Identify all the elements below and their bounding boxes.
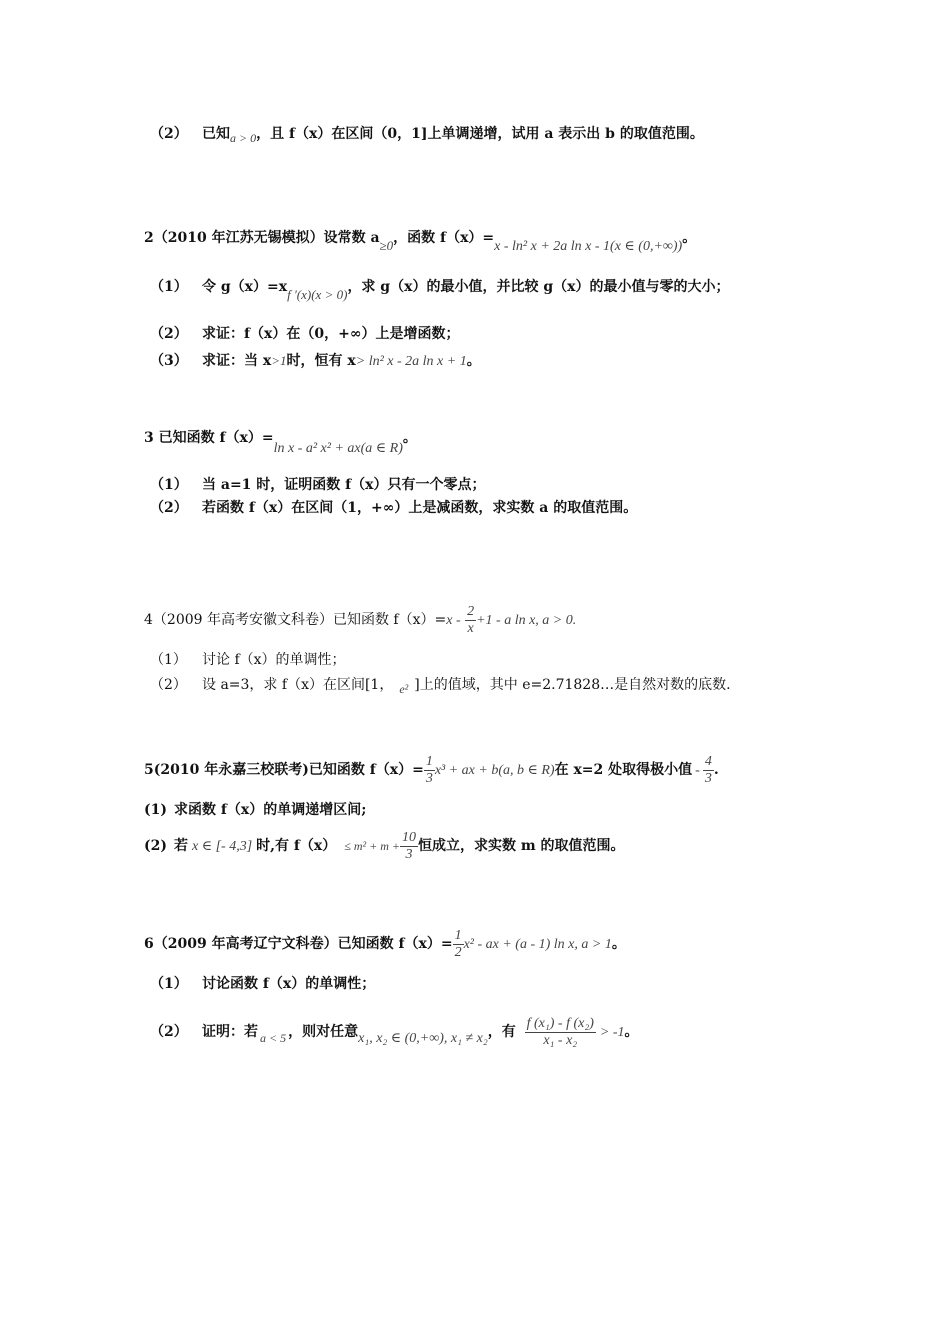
text: 求函数 f（x）的单调递增区间; bbox=[174, 802, 367, 818]
formula: +1 - a ln x, a > 0. bbox=[476, 613, 577, 628]
denominator: 2 bbox=[454, 944, 462, 960]
text: 时，恒有 x bbox=[286, 353, 356, 369]
part-number: （2） bbox=[150, 126, 188, 142]
numerator: 1 bbox=[425, 753, 433, 769]
q2-part2 bbox=[150, 324, 460, 344]
q1-part2 bbox=[150, 124, 704, 144]
formula: a > 0 bbox=[230, 131, 257, 145]
text: 设 a=3，求 f（x）在区间[1， bbox=[202, 677, 394, 693]
text: 已知 bbox=[202, 126, 230, 142]
text: ，函数 f（x）= bbox=[393, 230, 495, 246]
q4-part2 bbox=[150, 675, 731, 695]
denominator: x bbox=[467, 620, 474, 636]
text: ，且 f（x）在区间（0，1]上单调递增，试用 a 表示出 b 的取值范围。 bbox=[256, 126, 704, 142]
q6-part1 bbox=[150, 974, 375, 994]
text: ，有 bbox=[487, 1024, 516, 1040]
formula: - bbox=[695, 763, 700, 778]
text: ]上的值域，其中 e=2.71828…是自然对数的底数. bbox=[414, 677, 731, 693]
text: . bbox=[713, 762, 719, 778]
q2-part3 bbox=[150, 351, 481, 372]
fraction bbox=[453, 928, 464, 961]
part-number: （2） bbox=[150, 500, 188, 516]
numerator: 10 bbox=[401, 829, 416, 845]
q3-part2 bbox=[150, 498, 637, 518]
text: 2（2010 年江苏无锡模拟）设常数 a bbox=[144, 230, 380, 246]
denominator: 3 bbox=[425, 770, 433, 786]
text: 恒成立，求实数 m 的取值范围。 bbox=[417, 838, 625, 854]
numerator: 4 bbox=[704, 753, 712, 769]
text: 当 a=1 时，证明函数 f（x）只有一个零点； bbox=[202, 477, 486, 493]
q3-part1 bbox=[150, 475, 486, 495]
part-number: （2） bbox=[150, 326, 188, 342]
part-number: (2) bbox=[144, 838, 167, 854]
text: 5(2010 年永嘉三校联考)已知函数 f（x）= bbox=[144, 762, 424, 778]
numerator: 1 bbox=[454, 927, 462, 943]
q5-title bbox=[144, 750, 719, 791]
q5-part1 bbox=[144, 800, 366, 820]
text: 证明：若 bbox=[202, 1024, 258, 1040]
q5-part2 bbox=[144, 826, 625, 867]
fraction bbox=[525, 1016, 596, 1049]
part-number: （2） bbox=[150, 677, 187, 693]
text: 在 x=2 处取得极小值 bbox=[554, 762, 693, 778]
text: 求证：f（x）在（0，+∞）上是增函数； bbox=[202, 326, 460, 342]
formula: f ′(x)(x > 0) bbox=[287, 287, 348, 302]
fraction bbox=[465, 604, 476, 637]
text: 。 bbox=[611, 936, 626, 952]
formula: a < 5 bbox=[260, 1031, 287, 1045]
formula: ln x - a² x² + ax(a ∈ R) bbox=[273, 441, 403, 456]
text: 若 bbox=[174, 838, 188, 854]
denominator: x₁ - x₂ bbox=[543, 1032, 578, 1048]
part-number: （1） bbox=[150, 976, 188, 992]
text: 。 bbox=[402, 430, 417, 446]
text: 3 已知函数 f（x）= bbox=[144, 430, 274, 446]
formula: x - ln² x + 2a ln x - 1(x ∈ (0,+∞)) bbox=[494, 239, 683, 254]
part-number: （1） bbox=[150, 652, 187, 668]
fraction bbox=[400, 830, 418, 863]
q2-title bbox=[144, 228, 697, 254]
denominator: 3 bbox=[405, 846, 413, 862]
text: ，则对任意 bbox=[288, 1024, 359, 1040]
text: 6（2009 年高考辽宁文科卷）已知函数 f（x）= bbox=[144, 936, 453, 952]
formula: > -1 bbox=[599, 1025, 625, 1040]
part-number: （3） bbox=[150, 353, 188, 369]
part-number: (1) bbox=[144, 802, 167, 818]
text: 。 bbox=[624, 1024, 639, 1040]
formula: x³ + ax + b(a, b ∈ R) bbox=[434, 763, 555, 778]
numerator: 2 bbox=[467, 603, 475, 619]
fraction bbox=[703, 754, 714, 787]
q4-title bbox=[144, 600, 576, 641]
text: 。 bbox=[682, 230, 697, 246]
formula: x ∈ [- 4,3] bbox=[192, 839, 253, 854]
q3-title bbox=[144, 428, 417, 456]
text: 讨论函数 f（x）的单调性； bbox=[202, 976, 376, 992]
formula: > ln² x - 2a ln x + 1 bbox=[355, 354, 467, 369]
q2-part1 bbox=[150, 277, 730, 302]
part-number: （2） bbox=[150, 1024, 188, 1040]
text: 讨论 f（x）的单调性； bbox=[202, 652, 346, 668]
formula: e² bbox=[399, 682, 409, 696]
text: 求证：当 x bbox=[202, 353, 272, 369]
formula: >1 bbox=[271, 353, 287, 368]
formula: ≥0 bbox=[379, 238, 394, 253]
q6-title bbox=[144, 924, 626, 965]
text: ，求 g（x）的最小值，并比较 g（x）的最小值与零的大小； bbox=[347, 279, 730, 295]
text: 令 g（x）=x bbox=[202, 279, 288, 295]
formula: x₁, x₂ ∈ (0,+∞), x₁ ≠ x₂ bbox=[358, 1031, 488, 1046]
denominator: 3 bbox=[704, 770, 712, 786]
text: 4（2009 年高考安徽文科卷）已知函数 f（x）= bbox=[144, 612, 447, 628]
formula: ≤ m² + m + bbox=[344, 839, 400, 853]
q4-part1 bbox=[150, 650, 346, 670]
fraction bbox=[424, 754, 435, 787]
numerator: f (x₁) - f (x₂) bbox=[526, 1015, 594, 1031]
formula: x - bbox=[446, 613, 461, 628]
part-number: （1） bbox=[150, 477, 188, 493]
q6-part2 bbox=[150, 1012, 638, 1053]
part-number: （1） bbox=[150, 279, 188, 295]
formula: x² - ax + (a - 1) ln x, a > 1 bbox=[463, 937, 612, 952]
text: 若函数 f（x）在区间（1，+∞）上是减函数，求实数 a 的取值范围。 bbox=[202, 500, 638, 516]
text: 。 bbox=[466, 353, 481, 369]
text: 时,有 f（x） bbox=[256, 838, 337, 854]
